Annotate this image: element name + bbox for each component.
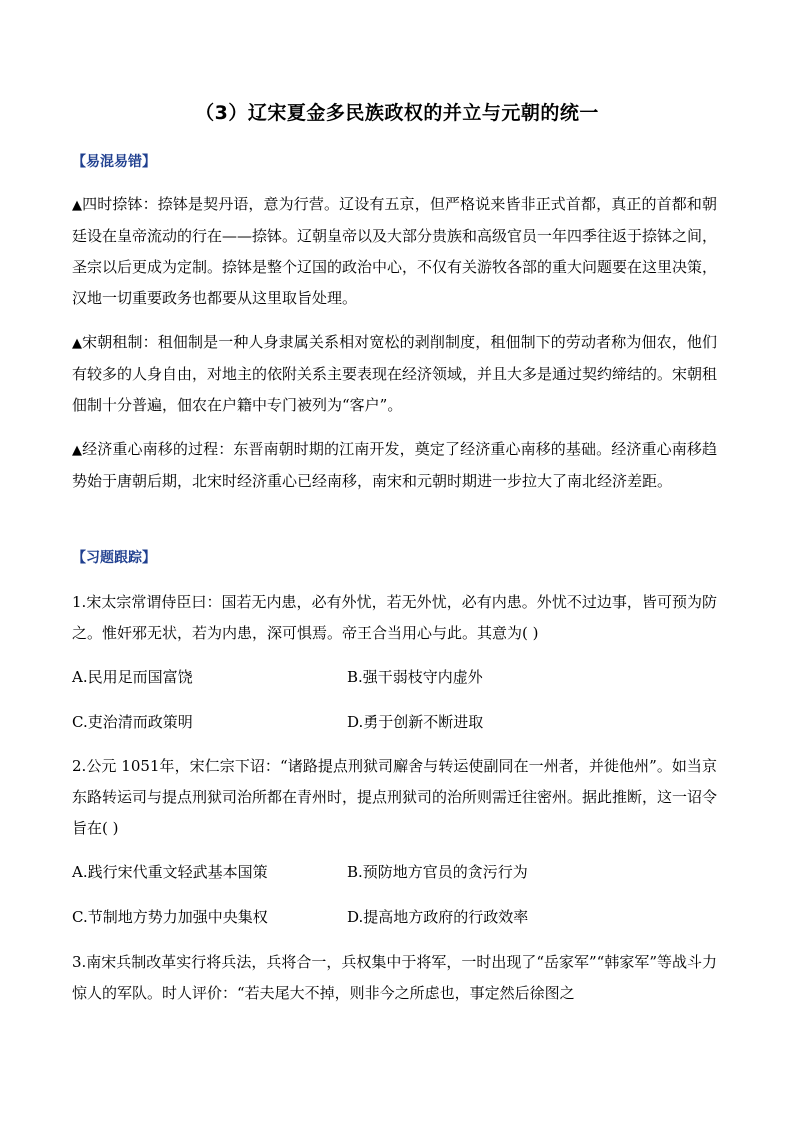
triangle-bullet-icon: ▲ <box>72 198 83 213</box>
question-stem: 2.公元 1051年，宋仁宗下诏：“诸路提点刑狱司廨舍与转运使副同在一州者，并徙他州”。如当京东路转运司与提点刑狱司治所都在青州时，提点刑狱司的治所则需迁往密州。据此推断，这一诏令旨在( ) <box>72 757 718 837</box>
section-heading-practice: 【习题跟踪】 <box>72 550 156 566</box>
note-text: 四时捺钵：捺钵是契丹语，意为行营。辽设有五京，但严格说来皆非正式首都，真正的首都和朝廷设在皇帝流动的行在——捺钵。辽朝皇帝以及大部分贵族和高级官员一年四季往返于捺钵之间，圣宗以后更成为定制。捺钵是整个辽国的政治中心，不仅有关游牧各部的重大问题要在这里决策，汉地一切重要政务也都要从这里取旨处理。 <box>72 195 718 307</box>
answer-option-a: A.践行宋代重文轻武基本国策 <box>72 863 268 881</box>
answer-option-b: B.强干弱枝守内虚外 <box>347 668 483 686</box>
question-stem: 3.南宋兵制改革实行将兵法，兵将合一，兵权集中于将军，一时出现了“岳家军”“韩家军”等战斗力惊人的军队。时人评价：“若夫尾大不掉，则非今之所虑也，事定然后徐图之 <box>72 953 717 1002</box>
answer-option-a: A.民用足而国富饶 <box>72 668 193 686</box>
answer-option-b: B.预防地方官员的贪污行为 <box>347 863 528 881</box>
note-paragraph <box>72 327 717 421</box>
note-paragraph <box>72 189 717 314</box>
section-heading-easy-mistakes: 【易混易错】 <box>72 154 156 170</box>
note-text: 宋朝租制：租佃制是一种人身隶属关系相对宽松的剥削制度，租佃制下的劳动者称为佃农，他们有较多的人身自由，对地主的依附关系主要表现在经济领域，并且大多是通过契约缔结的。宋朝租佃制十分普遍，佃农在户籍中专门被列为“客户”。 <box>72 333 718 414</box>
answer-option-d: D.提高地方政府的行政效率 <box>347 908 529 926</box>
page-title: （3）辽宋夏金多民族政权的并立与元朝的统一 <box>195 102 599 124</box>
question-stem: 1.宋太宗常谓侍臣曰：国若无内患，必有外忧，若无外忧，必有内患。外忧不过边事，皆可预为防之。惟奸邪无状，若为内患，深可惧焉。帝王合当用心与此。其意为( ) <box>72 593 717 642</box>
note-text: 经济重心南移的过程：东晋南朝时期的江南开发，奠定了经济重心南移的基础。经济重心南移趋势始于唐朝后期，北宋时经济重心已经南移，南宋和元朝时期进一步拉大了南北经济差距。 <box>72 440 717 490</box>
answer-option-d: D.勇于创新不断进取 <box>347 713 484 731</box>
note-paragraph <box>72 434 717 497</box>
answer-option-c: C.节制地方势力加强中央集权 <box>72 908 268 926</box>
answer-option-c: C.吏治清而政策明 <box>72 713 193 731</box>
triangle-bullet-icon: ▲ <box>72 443 83 458</box>
triangle-bullet-icon: ▲ <box>72 336 83 351</box>
